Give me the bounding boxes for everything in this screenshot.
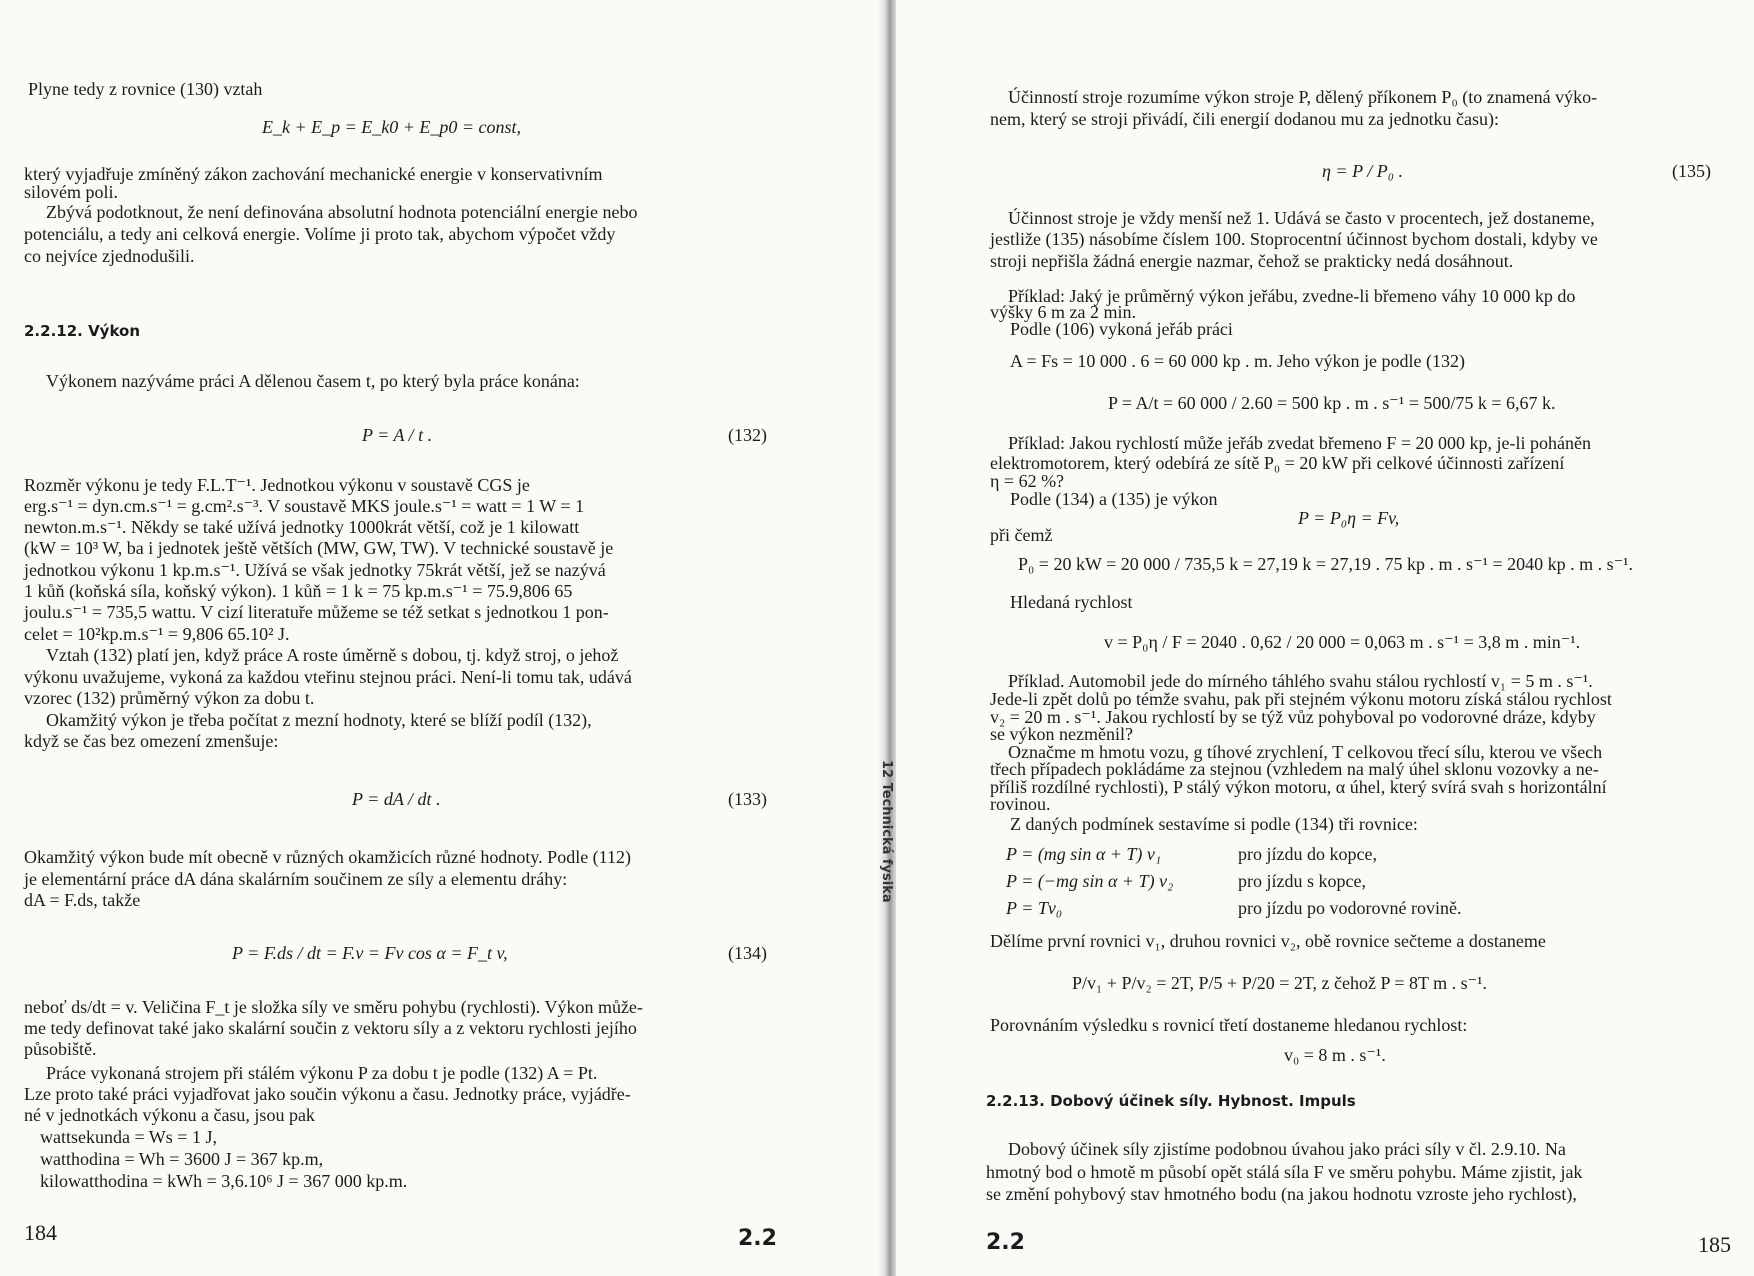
text-line: jestliže (135) násobíme číslem 100. Stoprocentní účinnost bychom dostali, kdyby ve <box>990 229 1598 249</box>
page-number: 185 <box>1698 1232 1731 1257</box>
text-line: celet = 10²kp.m.s⁻¹ = 9,806 65.10² J. <box>24 624 290 644</box>
text-line: příliš rozdílné rychlosti), P stálý výkon motoru, α úhel, který svírá svah s horizontální <box>990 777 1607 797</box>
gutter-signature: 12 Technická fysika <box>879 760 894 903</box>
equation: P = dA / dt . <box>352 789 441 809</box>
text-line: Účinností stroje rozumíme výkon stroje P, dělený příkonem P₀ (to znamená výko- <box>1008 87 1598 107</box>
text-line: dA = F.ds, takže <box>24 890 141 910</box>
equation-number: (132) <box>728 425 767 445</box>
text-line: který vyjadřuje zmíněný zákon zachování mechanické energie v konservativním <box>24 164 603 184</box>
text-line: Dělíme první rovnici v₁, druhou rovnici v₂, obě rovnice sečteme a dostaneme <box>990 931 1546 951</box>
text-line: Práce vykonaná strojem při stálém výkonu P za dobu t je podle (132) A = Pt. <box>46 1063 598 1083</box>
text-line: Příklad: Jakou rychlostí může jeřáb zvedat břemeno F = 20 000 kp, je-li poháněn <box>1008 433 1592 453</box>
equation-number: (133) <box>728 789 767 809</box>
text-line: joulu.s⁻¹ = 735,5 wattu. V cizí literatuře můžeme se též setkat s jednotkou 1 pon- <box>24 602 609 622</box>
text-line: vzorec (132) průměrný výkon za dobu t. <box>24 688 315 708</box>
unit-line: watthodina = Wh = 3600 J = 367 kp.m, <box>40 1149 324 1169</box>
text-line: Podle (134) a (135) je výkon <box>1010 489 1218 509</box>
text-line: nem, který se stroji přivádí, čili energií dodanou mu za jednotku času): <box>990 109 1500 129</box>
text-line: třech případech pokládáme za stejnou (vzhledem na malý úhel sklonu vozovky a ne- <box>990 759 1599 779</box>
equation: P = Tv₀ <box>1006 898 1063 918</box>
text-line: Dobový účinek síly zjistíme podobnou úvahou jako práci síly v čl. 2.9.10. Na <box>1008 1139 1566 1159</box>
equation: v₀ = 8 m . s⁻¹. <box>1284 1045 1386 1065</box>
text-line: η = 62 %? <box>990 471 1065 491</box>
equation: E_k + E_p = E_k0 + E_p0 = const, <box>262 117 522 137</box>
text-line: Plyne tedy z rovnice (130) vztah <box>28 79 263 99</box>
equation-number: (135) <box>1672 161 1711 181</box>
equation-note: pro jízdu do kopce, <box>1238 844 1377 864</box>
text-line: A = Fs = 10 000 . 6 = 60 000 kp . m. Jeho výkon je podle (132) <box>1010 351 1465 371</box>
text-line: newton.m.s⁻¹. Někdy se také užívá jednotky 1000krát větší, což je 1 kilowatt <box>24 517 580 537</box>
text-line: se výkon nezměnil? <box>990 724 1133 744</box>
equation: P = P₀η = Fv, <box>1298 508 1400 528</box>
text-line: me tedy definovat také jako skalární součin z vektoru síly a z vektoru rychlosti jejího <box>24 1018 637 1038</box>
text-line: výkonu uvažujeme, vykoná za každou vteřinu stejnou práci. Není-li tomu tak, udává <box>24 667 632 687</box>
text-line: neboť ds/dt = v. Veličina F_t je složka síly ve směru pohybu (rychlosti). Výkon může- <box>24 997 643 1017</box>
text-line: Rozměr výkonu je tedy F.L.T⁻¹. Jednotkou výkonu v soustavě CGS je <box>24 475 530 495</box>
text-line: 1 kůň (koňská síla, koňský výkon). 1 kůň = 1 k = 75 kp.m.s⁻¹ = 75.9,806 65 <box>24 581 573 601</box>
equation: P = A / t . <box>362 425 433 445</box>
unit-line: kilowatthodina = kWh = 3,6.10⁶ J = 367 000 kp.m. <box>40 1171 408 1191</box>
text-line: né v jednotkách výkonu a času, jsou pak <box>24 1105 315 1125</box>
text-line: Zbývá podotknout, že není definována absolutní hodnota potenciální energie nebo <box>46 202 638 222</box>
unit-line: wattsekunda = Ws = 1 J, <box>40 1127 217 1147</box>
text-line: stroji nepřišla žádná energie nazmar, čehož se prakticky nedá dosáhnout. <box>990 251 1514 271</box>
text-line: Okamžitý výkon je třeba počítat z mezní hodnoty, které se blíží podíl (132), <box>46 710 592 730</box>
section-heading: 2.2.12. Výkon <box>24 322 141 340</box>
text-line: Lze proto také práci vyjadřovat jako součin výkonu a času. Jednotky práce, vyjádře- <box>24 1084 631 1104</box>
text-line: potenciálu, a tedy ani celková energie. Volíme ji proto tak, abychom výpočet vždy <box>24 224 616 244</box>
text-line: Z daných podmínek sestavíme si podle (134) tři rovnice: <box>1010 814 1418 834</box>
text-line: (kW = 10³ W, ba i jednotek ještě větších (MW, GW, TW). V technické soustavě je <box>24 538 614 558</box>
text-line: v₂ = 20 m . s⁻¹. Jakou rychlostí by se týž vůz pohyboval po vodorovné dráze, kdyby <box>990 707 1596 727</box>
equation: η = P / P₀ . <box>1322 161 1403 181</box>
text-line: působiště. <box>24 1039 97 1059</box>
text-line: silovém poli. <box>24 182 118 202</box>
text-line: je elementární práce dA dána skalárním součinem ze síly a elementu dráhy: <box>24 869 568 889</box>
text-line: Podle (106) vykoná jeřáb práci <box>1010 319 1233 339</box>
equation: v = P₀η / F = 2040 . 0,62 / 20 000 = 0,063 m . s⁻¹ = 3,8 m . min⁻¹. <box>1104 632 1581 652</box>
text-line: Hledaná rychlost <box>1010 592 1133 612</box>
text-line: Porovnáním výsledku s rovnicí třetí dostaneme hledanou rychlost: <box>990 1015 1468 1035</box>
section-mark: 2.2 <box>986 1230 1025 1255</box>
text-line: výšky 6 m za 2 min. <box>990 302 1136 322</box>
section-heading: 2.2.13. Dobový účinek síly. Hybnost. Impuls <box>986 1092 1356 1110</box>
section-mark: 2.2 <box>738 1226 777 1251</box>
equation-number: (134) <box>728 943 767 963</box>
text-line: Příklad: Jaký je průměrný výkon jeřábu, zvedne-li břemeno váhy 10 000 kp do <box>1008 286 1576 306</box>
text-line: při čemž <box>990 525 1053 545</box>
equation: P/v₁ + P/v₂ = 2T, P/5 + P/20 = 2T, z čehož P = 8T m . s⁻¹. <box>1072 973 1488 993</box>
text-line: Výkonem nazýváme práci A dělenou časem t, po který byla práce konána: <box>46 371 580 391</box>
text-line: co nejvíce zjednodušili. <box>24 246 195 266</box>
text-line: se změní pohybový stav hmotného bodu (na jakou hodnotu vzroste jeho rychlost), <box>986 1184 1577 1204</box>
text-line: jednotkou výkonu 1 kp.m.s⁻¹. Užívá se však jednotky 75krát větší, jež se nazývá <box>24 560 606 580</box>
page-number: 184 <box>24 1220 57 1245</box>
equation: P = (−mg sin α + T) v₂ <box>1006 871 1174 891</box>
text-line: Okamžitý výkon bude mít obecně v různých okamžicích různé hodnoty. Podle (112) <box>24 847 631 867</box>
text-line: rovinou. <box>990 794 1051 814</box>
equation: P = F.ds / dt = F.v = Fv cos α = F_t v, <box>232 943 508 963</box>
text-line: Jede-li zpět dolů po témže svahu, pak při stejném výkonu motoru získá stálou rychlost <box>990 689 1612 709</box>
equation: P = A/t = 60 000 / 2.60 = 500 kp . m . s⁻¹ = 500/75 k = 6,67 k. <box>1108 393 1556 413</box>
text-line: Účinnost stroje je vždy menší než 1. Udává se často v procentech, jež dostaneme, <box>1008 208 1595 228</box>
equation-note: pro jízdu s kopce, <box>1238 871 1366 891</box>
text-line: když se čas bez omezení zmenšuje: <box>24 731 279 751</box>
equation: P₀ = 20 kW = 20 000 / 735,5 k = 27,19 k = 27,19 . 75 kp . m . s⁻¹ = 2040 kp . m . s⁻¹. <box>1018 554 1634 574</box>
text-line: hmotný bod o hmotě m působí opět stálá síla F ve směru pohybu. Máme zjistit, jak <box>986 1162 1583 1182</box>
equation: P = (mg sin α + T) v₁ <box>1006 844 1162 864</box>
equation-note: pro jízdu po vodorovné rovině. <box>1238 898 1462 918</box>
text-line: Označme m hmotu vozu, g tíhové zrychlení, T celkovou třecí sílu, kterou ve všech <box>1008 742 1603 762</box>
text-line: Příklad. Automobil jede do mírného táhlého svahu stálou rychlostí v₁ = 5 m . s⁻¹. <box>1008 671 1593 691</box>
text-line: elektromotorem, který odebírá ze sítě P₀ = 20 kW při celkové účinnosti zařízení <box>990 453 1565 473</box>
text-line: erg.s⁻¹ = dyn.cm.s⁻¹ = g.cm².s⁻³. V soustavě MKS joule.s⁻¹ = watt = 1 W = 1 <box>24 496 585 516</box>
text-line: Vztah (132) platí jen, když práce A roste úměrně s dobou, tj. když stroj, o jehož <box>46 645 619 665</box>
